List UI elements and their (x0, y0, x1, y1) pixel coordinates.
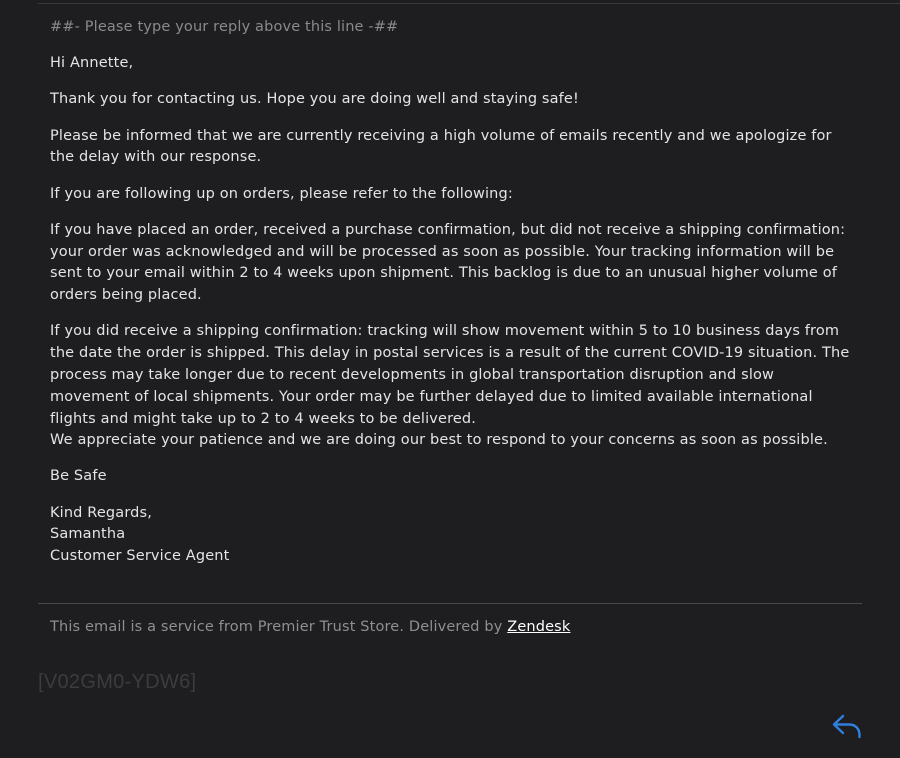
signoff: Kind Regards, (50, 504, 152, 521)
footer-divider (38, 603, 862, 604)
paragraph-no-shipping-confirmation: If you have placed an order, received a purchase confirmation, but did not receive a shipping confirmation: your order was acknowledged and will be processed as soon as possible. Your tracking information will be sent to your email within 2 to 4 weeks upon shipment. This backlog is due to an unusual higher volume of orders being placed. (50, 221, 846, 304)
signer-name: Samantha (50, 526, 126, 543)
top-divider (38, 3, 900, 4)
ticket-id: [V02GM0-YDW6] (38, 671, 197, 693)
zendesk-link[interactable]: Zendesk (507, 619, 571, 635)
footer (50, 617, 570, 639)
signer-title: Customer Service Agent (50, 548, 230, 565)
paragraph-shipping-text: If you did receive a shipping confirmation: tracking will show movement within 5 to 10 business days from the date the order is shipped. This delay in postal services is a result of the current COVID-19 situation. The process may take longer due to recent developments in global transportation disruption and slow movement of local shipments. Your order may be further delayed due to limited available international flights and might take up to 2 to 4 weeks to be delivered. (50, 323, 850, 427)
be-safe: Be Safe (50, 468, 107, 485)
signature (50, 503, 855, 568)
paragraph-appreciation: We appreciate your patience and we are doing our best to respond to your concerns as soon as possible. (50, 432, 828, 449)
paragraph-shipping-confirmation (50, 321, 855, 452)
reply-arrow-icon (832, 713, 862, 739)
reply-above-line-notice: ##- Please type your reply above this line -## (50, 19, 399, 35)
reply-button[interactable] (830, 710, 864, 742)
paragraph-following-up: If you are following up on orders, please refer to the following: (50, 185, 513, 202)
footer-text: This email is a service from Premier Trust Store. Delivered by (50, 619, 508, 635)
paragraph-high-volume: Please be informed that we are currently receiving a high volume of emails recently and we apologize for the delay with our response. (50, 127, 832, 166)
paragraph-thanks: Thank you for contacting us. Hope you are doing well and staying safe! (50, 91, 579, 108)
greeting: Hi Annette, (50, 55, 134, 72)
email-body (50, 17, 855, 582)
